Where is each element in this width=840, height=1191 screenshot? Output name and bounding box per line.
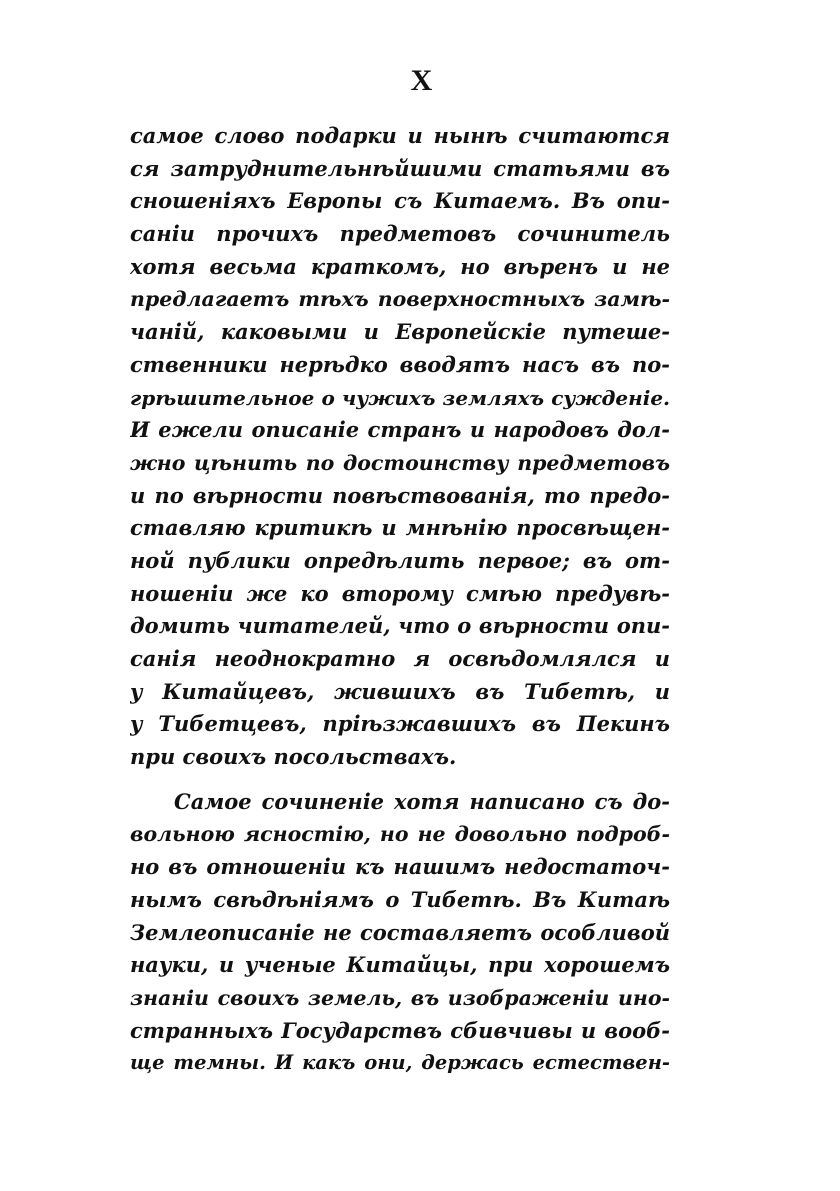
text-line: И ежели описаніе странъ и народовъ дол- — [130, 417, 670, 443]
paragraph-gap — [130, 774, 670, 786]
text-line: Землеописаніе не составляетъ особливой — [130, 919, 670, 945]
text-line: санія неоднократно я освѣдомлялся и — [130, 646, 670, 671]
text-line: науки, и ученые Китайцы, при хорошемъ — [130, 952, 670, 978]
text-line: жно цѣнить по достоинству предметовъ — [130, 450, 670, 475]
text-line: при своихъ посольствахъ. — [130, 744, 457, 770]
text-line: грѣшительное о чужихъ земляхъ сужденіе. — [130, 385, 670, 410]
text-line: предлагаетъ тѣхъ поверхностныхъ замѣ- — [130, 287, 670, 312]
text-line: ся затруднительнѣйшими статьями въ — [130, 155, 670, 181]
text-line: самое слово подарки и нынѣ считаются — [130, 123, 670, 148]
text-line: ственники нерѣдко вводятъ насъ въ по- — [130, 351, 670, 377]
text-line: нымъ свѣдѣніямъ о Тибетѣ. Въ Китаѣ — [130, 886, 670, 912]
body-text — [130, 120, 670, 1080]
text-line: ношеніи же ко второму смѣю предувѣ- — [130, 580, 670, 606]
text-line: хотя весьма краткомъ, но вѣренъ и не — [130, 253, 670, 279]
paragraph-2 — [130, 786, 670, 1080]
text-line: ной публики опредѣлить первое; въ от- — [130, 547, 670, 573]
text-line: и по вѣрности повѣствованія, то предо- — [130, 482, 670, 508]
text-line: у Тибетцевъ, пріѣзжавшихъ въ Пекинъ — [130, 711, 670, 737]
text-line: странныхъ Государствъ сбивчивы и вооб- — [130, 1017, 670, 1043]
text-line: у Китайцевъ, жившихъ въ Тибетѣ, и — [130, 678, 670, 704]
text-line: вольною ясностію, но не довольно подроб- — [130, 822, 670, 847]
text-line: домить читателей, что о вѣрности опи- — [130, 613, 670, 639]
text-line: сношеніяхъ Европы съ Китаемъ. Въ опи- — [130, 188, 670, 214]
text-line: ще темны. И какъ они, держась естествен- — [130, 1051, 670, 1075]
page-number: X — [410, 64, 434, 97]
text-line: знаніи своихъ земель, въ изображеніи ино- — [130, 985, 670, 1010]
text-line: но въ отношеніи къ нашимъ недостаточ- — [130, 854, 670, 880]
text-line: ставляю критикѣ и мнѣнію просвѣщен- — [130, 515, 670, 541]
text-line: Самое сочиненіе хотя написано съ до- — [174, 788, 670, 814]
text-line: саніи прочихъ предметовъ сочинитель — [130, 221, 670, 247]
paragraph-1 — [130, 120, 670, 774]
text-line: чаній, каковыми и Европейскіе путеше- — [130, 319, 670, 345]
